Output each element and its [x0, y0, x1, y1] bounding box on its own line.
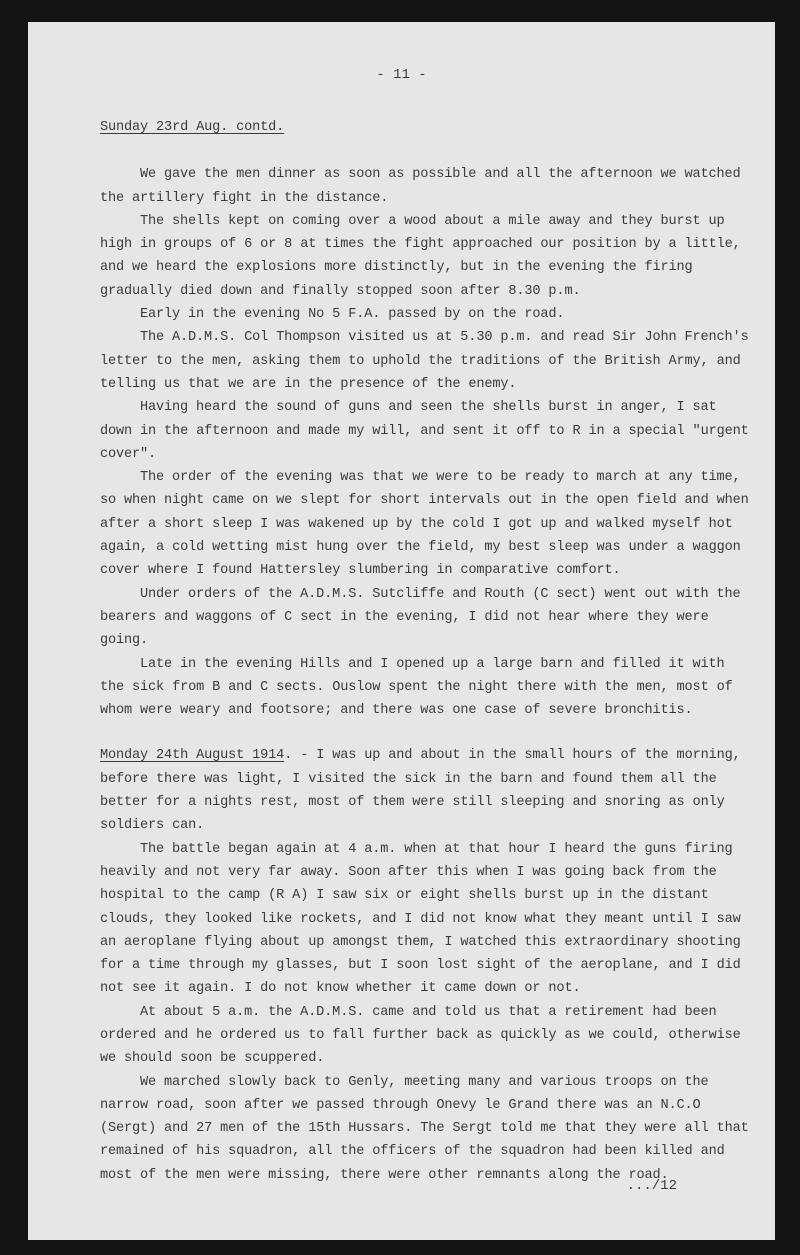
page-number: - 11 -	[376, 67, 427, 83]
continuation-marker: .../12	[626, 1178, 677, 1194]
paragraph: Having heard the sound of guns and seen the shells burst in anger, I sat down in the afternoon and made my will, and sent it off to R in a special "urgent cover".	[100, 400, 749, 462]
paragraph: The order of the evening was that we were to be ready to march at any time, so when night came on we slept for short intervals out in the open field and when after a short sleep I was wakened up by the cold I got up and walked myself hot again, a cold wetting mist hung over the field, my best sleep was under a waggon cover where I found Hattersley slumbering in comparative comfort.	[100, 470, 749, 579]
paragraph: Late in the evening Hills and I opened up a large barn and filled it with the sick from B and C sects. Ouslow spent the night there with the men, most of whom were weary and footsore; and there was one case of severe bronchitis.	[100, 656, 733, 719]
monday-entry	[100, 744, 755, 837]
paragraph: Early in the evening No 5 F.A. passed by on the road.	[140, 307, 565, 323]
paragraph: The battle began again at 4 a.m. when at that hour I heard the guns firing heavily and not very far away. Soon after this when I was going back from the hospital to the camp (R A) I saw six or eight shells burst up in the distant clouds, they looked like rockets, and I did not know what they meant until I saw an aeroplane flying about up amongst them, I watched this extraordinary shooting for a time through my glasses, but I soon lost sight of the aeroplane, and I did not see it again. I do not know whether it came down or not.	[100, 841, 741, 997]
paragraph: At about 5 a.m. the A.D.M.S. came and told us that a retirement had been ordered and he ordered us to fall further back as quickly as we could, otherwise we should soon be scuppered.	[100, 1004, 741, 1067]
paragraph: The shells kept on coming over a wood about a mile away and they burst up high in groups of 6 or 8 at times the fight approached our position by a little, and we heard the explosions more distinctly, but in the evening the firing gradually died down and finally stopped soon after 8.30 p.m.	[100, 213, 741, 299]
paragraph: The A.D.M.S. Col Thompson visited us at 5.30 p.m. and read Sir John French's letter to the men, asking them to uphold the traditions of the British Army, and telling us that we are in the presence of the enemy.	[100, 330, 749, 392]
section-heading-sunday: Sunday 23rd Aug. contd.	[100, 120, 285, 135]
document-body	[100, 116, 755, 1187]
paragraph: We marched slowly back to Genly, meeting many and various troops on the narrow road, soon after we passed through Onevy le Grand there was an N.C.O (Sergt) and 27 men of the 15th Hussars. The Sergt told me that they were all that remained of his squadron, all the officers of the squadron had been killed and most of the men were missing, there were other remnants along the road.	[100, 1074, 749, 1183]
document-page	[28, 22, 775, 1240]
paragraph: We gave the men dinner as soon as possible and all the afternoon we watched the artillery fight in the distance.	[100, 167, 741, 206]
monday-intro-text: . - I was up and about in the small hours of the morning, before there was light, I visited the sick in the barn and found them all the better for a nights rest, most of them were still sleeping and snoring as only soldiers can.	[100, 748, 741, 834]
section-heading-monday: Monday 24th August 1914	[100, 748, 285, 764]
paragraph: Under orders of the A.D.M.S. Sutcliffe and Routh (C sect) went out with the bearers and waggons of C sect in the evening, I did not hear where they were going.	[100, 586, 741, 649]
